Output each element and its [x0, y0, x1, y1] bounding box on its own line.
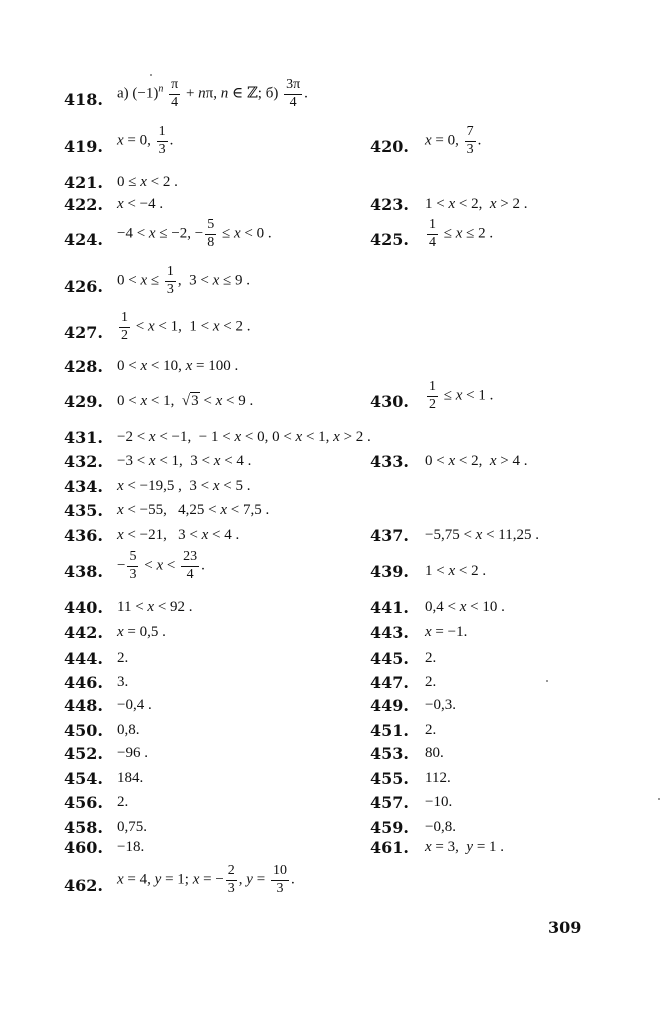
- problem-number: 437.: [370, 526, 409, 545]
- answer: x = 0, $\frac{1}{3}$ .: [117, 124, 174, 157]
- answer: $\frac{1}{2}$ ≤ x < 1 .: [429, 379, 494, 412]
- answer: x < −19,5 , 3 < x < 5 .: [117, 478, 251, 494]
- problem-number: 419.: [64, 137, 103, 156]
- answer: 0,8.: [117, 722, 140, 738]
- problem-number: 454.: [64, 769, 103, 788]
- problem-number: 440.: [64, 598, 103, 617]
- answer: −96 .: [117, 745, 148, 761]
- answer: x < −4 .: [117, 196, 164, 212]
- answer: − $\frac{5}{3}$ < x < $\frac{23}{4}$ .: [117, 549, 205, 582]
- problem-number: 447.: [370, 673, 409, 692]
- problem-number: 445.: [370, 649, 409, 668]
- answer: 2.: [117, 650, 129, 666]
- answer: −0,4 .: [117, 697, 152, 713]
- problem-number: 418.: [64, 90, 103, 109]
- answer: x < −55, 4,25 < x < 7,5 .: [117, 502, 270, 518]
- answer: $\frac{1}{4}$ ≤ x ≤ 2 .: [429, 217, 494, 250]
- answer: 3.: [117, 674, 129, 690]
- answer: 0 < x < 1, √3 < x < 9 .: [117, 393, 254, 409]
- answer: x < −21, 3 < x < 4 .: [117, 527, 240, 543]
- problem-number: 436.: [64, 526, 103, 545]
- answer: 0 ≤ x < 2 .: [117, 174, 178, 190]
- problem-number: 425.: [370, 230, 409, 249]
- answer: −4 < x ≤ −2, − $\frac{5}{8}$ ≤ x < 0 .: [117, 217, 272, 250]
- answer: 0 < x < 10, x = 100 .: [117, 358, 239, 374]
- answer: 2.: [425, 674, 437, 690]
- answer: x = −1.: [425, 624, 468, 640]
- problem-number: 430.: [370, 392, 409, 411]
- problem-number: 457.: [370, 793, 409, 812]
- answer: 2.: [425, 722, 437, 738]
- answer: а) $(-1)^n$ $\frac{\pi}{4}$ + nπ, n ∈ ℤ; б) $\frac{3\pi}{4}$ .: [117, 77, 308, 110]
- problem-number: 439.: [370, 562, 409, 581]
- problem-number: 460.: [64, 838, 103, 857]
- answer: −0,3.: [425, 697, 456, 713]
- answer: 11 < x < 92 .: [117, 599, 193, 615]
- problem-number: 421.: [64, 173, 103, 192]
- problem-number: 434.: [64, 477, 103, 496]
- answer: 112.: [425, 770, 451, 786]
- problem-number: 431.: [64, 428, 103, 447]
- problem-number: 443.: [370, 623, 409, 642]
- answer: −3 < x < 1, 3 < x < 4 .: [117, 453, 252, 469]
- problem-number: 424.: [64, 230, 103, 249]
- answer: x = 4, y = 1; x = − $\frac{2}{3}$ , y = $\frac{10}{3}$ .: [117, 863, 295, 896]
- problem-number: 438.: [64, 562, 103, 581]
- scan-speck: [546, 680, 548, 682]
- problem-number: 458.: [64, 818, 103, 837]
- problem-number: 456.: [64, 793, 103, 812]
- answer: −5,75 < x < 11,25 .: [425, 527, 539, 543]
- problem-number: 427.: [64, 323, 103, 342]
- page-number: 309: [548, 918, 582, 937]
- problem-number: 432.: [64, 452, 103, 471]
- answer: 1 < x < 2 .: [425, 563, 487, 579]
- answer: 80.: [425, 745, 444, 761]
- problem-number: 435.: [64, 501, 103, 520]
- problem-number: 422.: [64, 195, 103, 214]
- answer: −10.: [425, 794, 453, 810]
- scan-speck: [658, 798, 660, 800]
- problem-number: 461.: [370, 838, 409, 857]
- scan-speck: [150, 74, 152, 76]
- answer: 2.: [425, 650, 437, 666]
- problem-number: 426.: [64, 277, 103, 296]
- answer: 184.: [117, 770, 144, 786]
- answer: 1 < x < 2, x > 2 .: [425, 196, 528, 212]
- answer: −0,8.: [425, 819, 456, 835]
- answer: 0,75.: [117, 819, 147, 835]
- problem-number: 452.: [64, 744, 103, 763]
- answer: x = 0,5 .: [117, 624, 166, 640]
- problem-number: 453.: [370, 744, 409, 763]
- problem-number: 449.: [370, 696, 409, 715]
- problem-number: 441.: [370, 598, 409, 617]
- answer: 0 < x < 2, x > 4 .: [425, 453, 528, 469]
- problem-number: 451.: [370, 721, 409, 740]
- answer: −2 < x < −1, − 1 < x < 0, 0 < x < 1, x > 2 .: [117, 429, 371, 445]
- answer: −18.: [117, 839, 145, 855]
- problem-number: 444.: [64, 649, 103, 668]
- problem-number: 429.: [64, 392, 103, 411]
- problem-number: 420.: [370, 137, 409, 156]
- answer: x = 0, $\frac{7}{3}$ .: [425, 124, 482, 157]
- problem-number: 433.: [370, 452, 409, 471]
- problem-number: 446.: [64, 673, 103, 692]
- answer: x = 3, y = 1 .: [425, 839, 505, 855]
- problem-number: 442.: [64, 623, 103, 642]
- problem-number: 423.: [370, 195, 409, 214]
- problem-number: 450.: [64, 721, 103, 740]
- problem-number: 459.: [370, 818, 409, 837]
- problem-number: 462.: [64, 876, 103, 895]
- answer: 0,4 < x < 10 .: [425, 599, 505, 615]
- problem-number: 455.: [370, 769, 409, 788]
- problem-number: 448.: [64, 696, 103, 715]
- problem-number: 428.: [64, 357, 103, 376]
- answer: 0 < x ≤ $\frac{1}{3}$ , 3 < x ≤ 9 .: [117, 264, 250, 297]
- answer: $\frac{1}{2}$ < x < 1, 1 < x < 2 .: [121, 310, 251, 343]
- answer: 2.: [117, 794, 129, 810]
